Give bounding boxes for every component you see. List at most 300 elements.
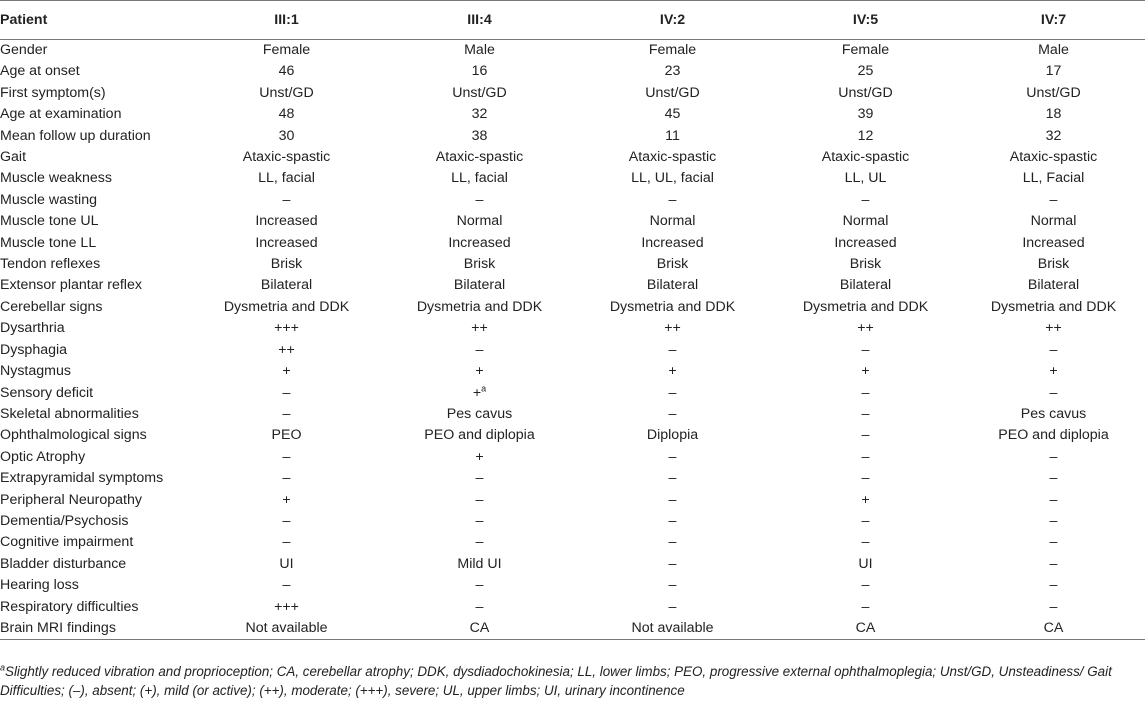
table-cell [383,104,576,125]
table-cell [769,575,962,596]
cell-value: Bilateral [646,277,699,294]
cell-value: UI [858,555,873,572]
footnote-reference: a [481,382,487,393]
table-cell [769,383,962,404]
table-row [0,61,1145,82]
row-label [0,618,190,640]
row-label [0,40,190,62]
row-label-text: Muscle tone UL [0,213,99,230]
cell-value: 38 [471,127,488,144]
cell-value: – [861,448,870,465]
cell-value: Pes cavus [1020,405,1087,422]
table-cell [190,618,383,640]
cell-value: ++ [1045,320,1062,337]
table-cell [190,233,383,254]
row-label-text: Nystagmus [0,363,71,380]
cell-value: 23 [664,63,681,80]
cell-value: + [861,363,870,380]
cell-value: – [1049,448,1058,465]
row-label [0,318,190,339]
cell-value: + [282,491,291,508]
cell-value: 32 [1045,127,1062,144]
table-cell [383,425,576,446]
table-cell [962,40,1145,62]
table-row [0,126,1145,147]
table-cell [769,532,962,553]
table-cell [576,254,769,275]
table-cell [190,168,383,189]
cell-value: +++ [274,598,299,615]
table-cell [576,211,769,232]
table-cell [769,468,962,489]
row-label [0,211,190,232]
table-cell [962,554,1145,575]
cell-value: Male [1038,42,1069,58]
table-cell [576,340,769,361]
table-cell [962,447,1145,468]
table-row [0,83,1145,104]
table-cell [769,340,962,361]
table-cell [962,425,1145,446]
cell-value: Male [464,42,495,58]
table-row [0,211,1145,232]
cell-value: Not available [631,619,714,636]
table-cell [962,490,1145,511]
cell-value: – [282,191,291,208]
table-cell [576,618,769,640]
cell-value: 30 [278,127,295,144]
table-cell [576,361,769,382]
table-cell [190,126,383,147]
table-cell [190,597,383,618]
cell-value: Increased [1022,234,1085,251]
row-label-text: Age at examination [0,106,122,123]
cell-value: – [668,491,677,508]
table-cell [190,147,383,168]
table-row [0,532,1145,553]
cell-value: Unst/GD [1026,84,1081,101]
row-label-text: Sensory deficit [0,384,94,401]
table-cell [383,147,576,168]
cell-value: – [475,491,484,508]
cell-value: 11 [665,127,680,144]
cell-value: – [668,341,677,358]
table-row [0,318,1145,339]
cell-value: LL, facial [451,170,508,187]
row-label-text: Bladder disturbance [0,555,127,572]
table-cell [962,147,1145,168]
cell-value: PEO and diplopia [998,427,1109,444]
table-cell [383,511,576,532]
cell-value: Brisk [463,256,496,273]
table-row [0,340,1145,361]
table-row [0,254,1145,275]
cell-value: – [475,598,484,615]
table-cell [769,61,962,82]
table-cell [383,297,576,318]
table-cell [190,190,383,211]
table-cell [769,190,962,211]
table-cell [576,61,769,82]
cell-value: Female [262,42,311,58]
cell-value: + [475,363,484,380]
table-cell [190,447,383,468]
table-cell [769,211,962,232]
table-row [0,40,1145,62]
table-cell [383,233,576,254]
row-label [0,511,190,532]
table-cell [769,404,962,425]
table-cell [190,61,383,82]
table-cell [383,254,576,275]
table-row [0,361,1145,382]
table-cell [383,318,576,339]
table-cell [962,318,1145,339]
row-label-text: Optic Atrophy [0,448,86,465]
table-cell [769,425,962,446]
table-header [0,1,1145,40]
row-label-text: Respiratory difficulties [0,598,139,615]
cell-value: Female [841,42,890,58]
row-label-text: Dysarthria [0,320,65,337]
table-cell [576,40,769,62]
table-cell [383,190,576,211]
table-cell [383,490,576,511]
row-label-text: Extensor plantar reflex [0,277,142,294]
cell-value: LL, facial [258,170,315,187]
cell-value: 46 [278,63,295,80]
cell-value: – [668,598,677,615]
cell-value: + [282,363,291,380]
cell-value: 17 [1045,63,1062,80]
table-row [0,233,1145,254]
table-cell [383,575,576,596]
table-cell [769,618,962,640]
cell-value: Diplopia [646,427,699,444]
table-cell [190,532,383,553]
cell-value: – [1049,470,1058,487]
cell-value: PEO and diplopia [424,427,535,444]
table-row [0,554,1145,575]
row-label-text: Dementia/Psychosis [0,512,129,529]
cell-value: Not available [245,619,328,636]
cell-value: ++ [857,320,874,337]
table-cell [190,340,383,361]
cell-value: – [861,577,870,594]
header-row [0,1,1145,40]
cell-value: ++ [278,341,295,358]
row-label [0,575,190,596]
table-row [0,147,1145,168]
cell-value: – [668,470,677,487]
cell-value: – [668,512,677,529]
table-cell [576,83,769,104]
row-label [0,554,190,575]
table-cell [769,104,962,125]
cell-value: – [668,577,677,594]
cell-value: Increased [448,234,511,251]
cell-value: – [1049,555,1058,572]
table-row [0,597,1145,618]
cell-value: + [1049,363,1058,380]
cell-value: + [668,363,677,380]
row-label-text: Extrapyramidal symptoms [0,470,164,487]
table-cell [769,147,962,168]
table-cell [576,168,769,189]
row-label [0,532,190,553]
cell-value: CA [1043,619,1064,636]
cell-value: Brisk [270,256,303,273]
table-cell [962,61,1145,82]
cell-value: – [1049,534,1058,551]
table-row [0,447,1145,468]
table-cell [190,211,383,232]
cell-value: – [861,341,870,358]
cell-value: Pes cavus [446,405,513,422]
row-label [0,361,190,382]
header-cell-iii-1: III:1 [190,1,383,40]
table-cell [383,447,576,468]
footnote-marker: a [0,662,6,673]
cell-value: 39 [857,106,874,123]
row-label-text: Hearing loss [0,577,79,594]
row-label [0,404,190,425]
cell-value: ++ [471,320,488,337]
cell-value: + [475,448,484,465]
cell-value: Increased [255,213,318,230]
table-row [0,190,1145,211]
row-label [0,275,190,296]
cell-value: – [282,384,291,401]
cell-value: – [668,448,677,465]
cell-value: 32 [471,106,488,123]
table-cell [962,404,1145,425]
table-cell [383,468,576,489]
table-cell [190,104,383,125]
table-cell [962,511,1145,532]
cell-value: +++ [274,320,299,337]
table-cell [383,168,576,189]
table-cell [190,297,383,318]
cell-value: – [668,191,677,208]
table-cell [383,361,576,382]
table-cell [190,383,383,404]
row-label [0,425,190,446]
cell-value: Normal [842,213,889,230]
table-cell [576,532,769,553]
cell-value: Bilateral [260,277,313,294]
cell-value: PEO [271,427,302,444]
row-label [0,597,190,618]
table-cell [576,404,769,425]
table-cell [962,254,1145,275]
header-cell-iii-4: III:4 [383,1,576,40]
cell-value: – [282,534,291,551]
table-cell [769,275,962,296]
table-cell [576,383,769,404]
cell-value: Dysmetria and DDK [609,298,736,315]
cell-value: – [861,427,870,444]
cell-value: Bilateral [453,277,506,294]
row-label-text: Gender [0,42,48,58]
cell-value: – [475,534,484,551]
cell-value: ++ [664,320,681,337]
cell-value: – [668,555,677,572]
cell-value: Ataxic-spastic [821,149,910,166]
cell-value: – [861,534,870,551]
row-label [0,147,190,168]
table-row [0,383,1145,404]
table-cell [576,190,769,211]
table-cell [383,340,576,361]
row-label-text: Gait [0,149,27,166]
cell-value: 16 [471,63,488,80]
table-cell [576,297,769,318]
header-cell-patient: Patient [0,1,190,40]
table-cell [383,554,576,575]
cell-value: – [861,598,870,615]
table-cell [190,361,383,382]
table-cell [769,447,962,468]
table-cell [769,318,962,339]
cell-value: UI [279,555,294,572]
table-row [0,618,1145,640]
table-cell [383,383,576,404]
table-cell [962,211,1145,232]
header-cell-iv-7: IV:7 [962,1,1145,40]
table-row [0,575,1145,596]
cell-value: Ataxic-spastic [435,149,524,166]
cell-value: 45 [664,106,681,123]
row-label [0,447,190,468]
table-body [0,40,1145,640]
cell-value: – [1049,577,1058,594]
table-cell [769,361,962,382]
cell-value: Bilateral [839,277,892,294]
table-cell [383,40,576,62]
row-label-text: Cerebellar signs [0,298,103,315]
table-cell [769,554,962,575]
row-label [0,233,190,254]
table-cell [769,297,962,318]
row-label [0,61,190,82]
table-cell [576,147,769,168]
table-cell [383,126,576,147]
cell-value: Unst/GD [645,84,700,101]
row-label-text: Ophthalmological signs [0,427,147,444]
table-cell [190,425,383,446]
table-cell [962,233,1145,254]
cell-value: Unst/GD [259,84,314,101]
cell-value: LL, UL, facial [631,170,714,187]
row-label [0,83,190,104]
table-cell [769,511,962,532]
cell-value: – [861,512,870,529]
table-cell [962,83,1145,104]
cell-value: + [472,384,482,401]
table-cell [190,254,383,275]
table-cell [190,275,383,296]
table-cell [962,383,1145,404]
table-cell [383,618,576,640]
cell-value: – [1049,598,1058,615]
row-label-text: First symptom(s) [0,84,106,101]
cell-value: – [282,448,291,465]
cell-value: Dysmetria and DDK [223,298,350,315]
cell-value: Brisk [1037,256,1070,273]
table-cell [190,490,383,511]
cell-value: CA [469,619,490,636]
row-label [0,126,190,147]
cell-value: – [282,512,291,529]
cell-value: Unst/GD [452,84,507,101]
table-cell [383,532,576,553]
row-label [0,340,190,361]
row-label-text: Muscle tone LL [0,234,97,251]
table-cell [769,597,962,618]
table-row [0,297,1145,318]
cell-value: Brisk [849,256,882,273]
cell-value: – [1049,491,1058,508]
table-cell [769,490,962,511]
cell-value: – [861,470,870,487]
row-label-text: Muscle wasting [0,191,97,208]
cell-value: LL, Facial [1022,170,1085,187]
table-cell [383,597,576,618]
header-cell-iv-5: IV:5 [769,1,962,40]
table-cell [962,275,1145,296]
table-row [0,275,1145,296]
row-label [0,383,190,404]
cell-value: + [861,491,870,508]
cell-value: – [475,577,484,594]
table-cell [576,490,769,511]
cell-value: 25 [857,63,874,80]
cell-value: Normal [649,213,696,230]
table-cell [962,190,1145,211]
table-cell [962,168,1145,189]
table-cell [383,83,576,104]
cell-value: Normal [1030,213,1077,230]
table-cell [190,468,383,489]
cell-value: Female [648,42,697,58]
cell-value: – [282,470,291,487]
cell-value: – [282,577,291,594]
row-label-text: Mean follow up duration [0,127,151,144]
table-cell [576,468,769,489]
table-cell [769,254,962,275]
table-row [0,168,1145,189]
table-cell [962,532,1145,553]
table-row [0,468,1145,489]
table-cell [962,468,1145,489]
table-cell [190,318,383,339]
table-cell [576,511,769,532]
table-cell [962,361,1145,382]
row-label [0,297,190,318]
cell-value: – [1049,512,1058,529]
cell-value: – [475,191,484,208]
table-cell [962,297,1145,318]
header-cell-iv-2: IV:2 [576,1,769,40]
table-cell [190,554,383,575]
cell-value: Increased [255,234,318,251]
cell-value: – [1049,384,1058,401]
row-label-text: Cognitive impairment [0,534,134,551]
table-cell [962,618,1145,640]
table-cell [190,511,383,532]
table-cell [962,104,1145,125]
